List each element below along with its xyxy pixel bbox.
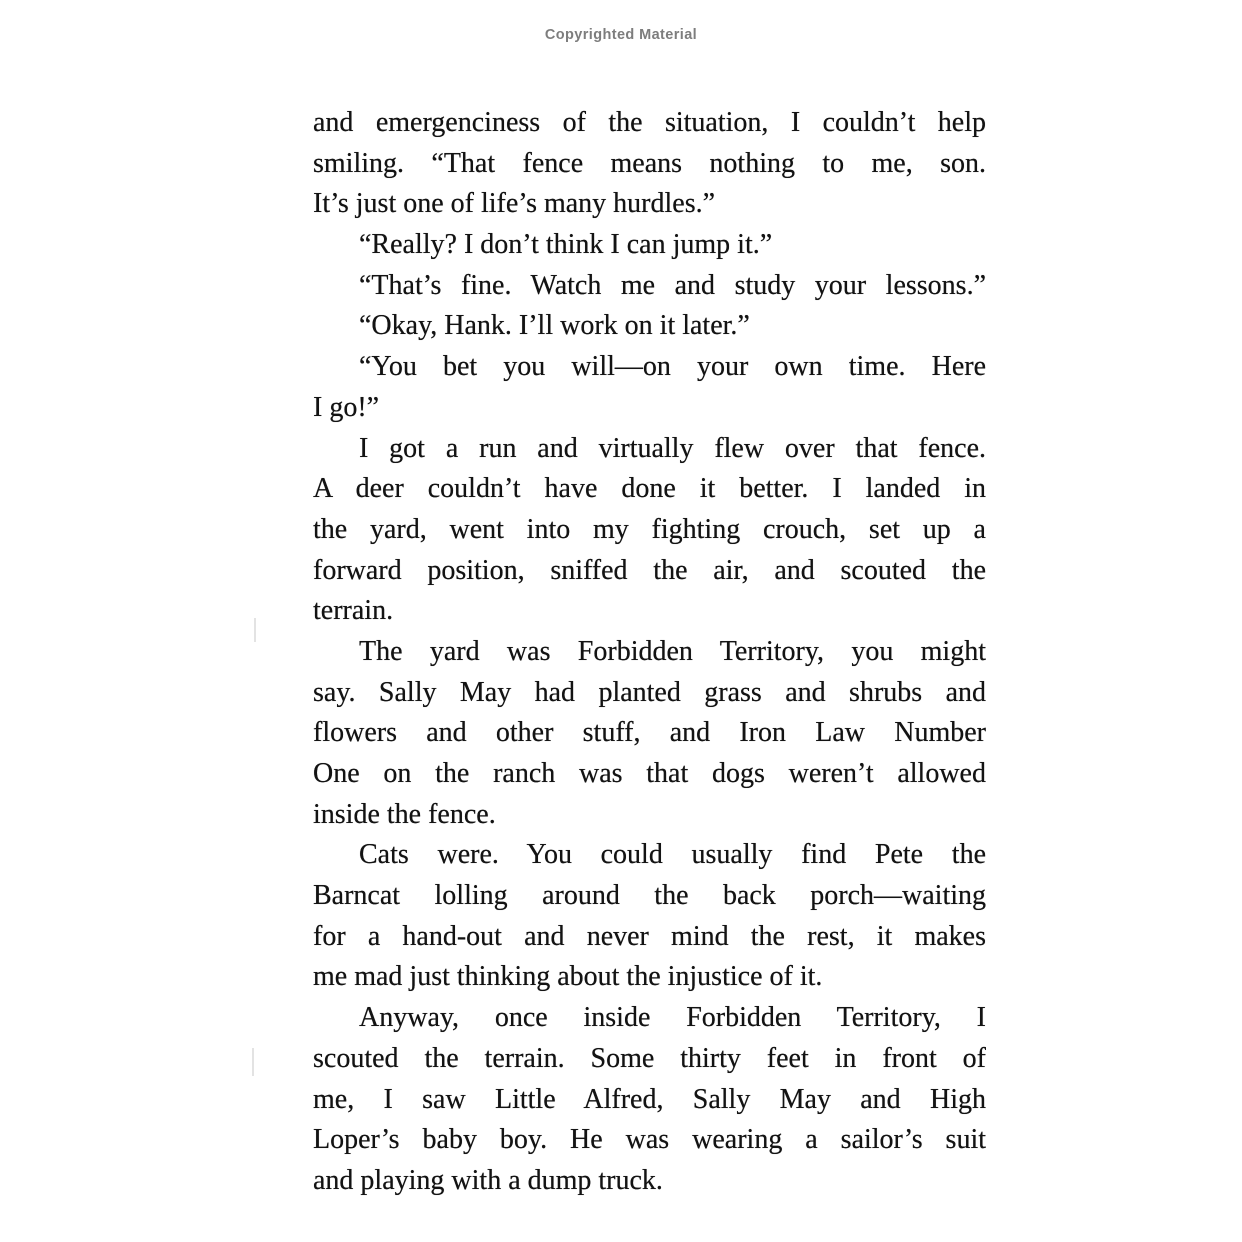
scan-artifact	[252, 1048, 254, 1076]
text-line: Cats were. You could usually find Pete the	[359, 839, 986, 871]
text-line: say. Sally May had planted grass and shrubs and	[313, 676, 986, 708]
text-line: flowers and other stuff, and Iron Law Number	[313, 717, 986, 749]
text-line: and playing with a dump truck.	[313, 1164, 663, 1196]
text-line: for a hand-out and never mind the rest, it makes	[313, 920, 986, 952]
copyright-notice: Copyrighted Material	[544, 27, 698, 43]
text-line: It’s just one of life’s many hurdles.”	[313, 188, 716, 220]
text-block	[313, 103, 986, 1202]
text-line: “Really? I don’t think I can jump it.”	[359, 229, 773, 261]
text-line: Loper’s baby boy. He was wearing a sailor’s suit	[313, 1124, 986, 1156]
text-line: “You bet you will—on your own time. Here	[359, 351, 986, 383]
text-line: Anyway, once inside Forbidden Territory, I	[359, 1002, 986, 1034]
text-line: Barncat lolling around the back porch—waiting	[313, 880, 986, 912]
text-line: smiling. “That fence means nothing to me, son.	[313, 147, 986, 179]
text-line: me mad just thinking about the injustice of it.	[313, 961, 823, 993]
text-line: “That’s fine. Watch me and study your lessons.”	[359, 269, 986, 301]
text-line: forward position, sniffed the air, and scouted the	[313, 554, 986, 586]
text-line: The yard was Forbidden Territory, you might	[359, 635, 986, 667]
text-line: and emergenciness of the situation, I couldn’t help	[313, 107, 986, 138]
text-line: A deer couldn’t have done it better. I landed in	[313, 473, 986, 505]
text-line: terrain.	[313, 595, 394, 627]
text-line: the yard, went into my fighting crouch, set up a	[313, 513, 986, 545]
text-line: I got a run and virtually flew over that fence.	[359, 432, 986, 464]
text-line: I go!”	[313, 391, 380, 423]
text-line: inside the fence.	[313, 798, 496, 830]
text-line: scouted the terrain. Some thirty feet in front of	[313, 1042, 986, 1074]
text-line: “Okay, Hank. I’ll work on it later.”	[359, 310, 750, 342]
text-line: One on the ranch was that dogs weren’t allowed	[313, 758, 986, 789]
text-line: me, I saw Little Alfred, Sally May and High	[313, 1083, 986, 1115]
scan-artifact	[254, 618, 256, 642]
